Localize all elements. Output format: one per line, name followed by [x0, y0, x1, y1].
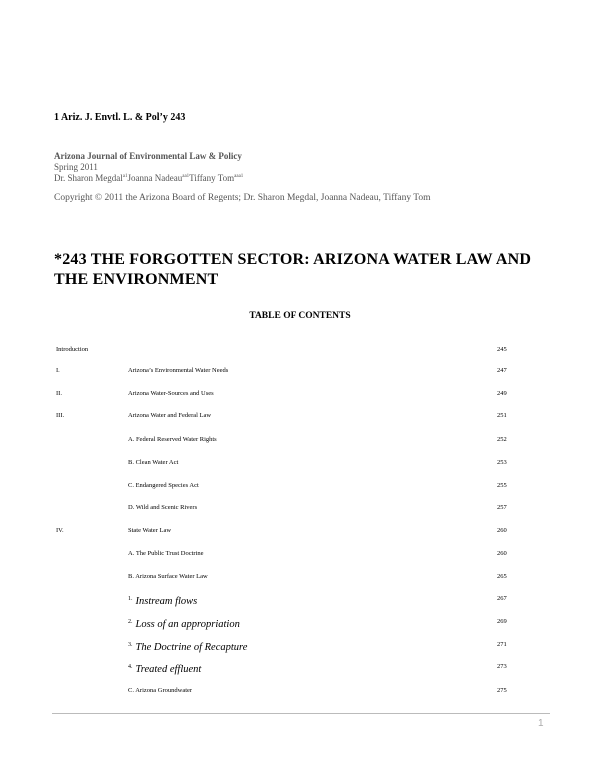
toc-subitem — [128, 639, 247, 654]
toc-row[interactable] — [0, 525, 600, 539]
author-line — [54, 172, 243, 184]
toc-number: 4. — [128, 664, 133, 670]
toc-label: Treated effluent — [135, 664, 202, 675]
author-footnote[interactable]: aaa1 — [234, 174, 244, 179]
toc-label: Loss of an appropriation — [135, 619, 240, 630]
toc-number: 1. — [128, 596, 133, 602]
author-footnote[interactable]: a1 — [122, 174, 128, 179]
toc-number: I. — [56, 367, 60, 374]
toc-page: 269 — [497, 618, 507, 625]
toc-label: State Water Law — [128, 527, 172, 534]
toc-page: 255 — [497, 482, 507, 489]
article-title: *243 THE FORGOTTEN SECTOR: ARIZONA WATER LAW AND THE ENVIRONMENT — [54, 251, 532, 288]
toc-page: 260 — [497, 550, 507, 557]
toc-page: 247 — [497, 367, 507, 374]
toc-page: 249 — [497, 390, 507, 397]
toc-row[interactable] — [0, 685, 600, 699]
footer-divider — [52, 713, 550, 714]
toc-subitem — [128, 661, 201, 676]
journal-term: Spring 2011 — [54, 161, 98, 172]
page-number: 1 — [538, 718, 544, 729]
toc-row[interactable] — [0, 388, 600, 402]
toc-label: Arizona’s Environmental Water Needs — [128, 367, 229, 374]
toc-page: 271 — [497, 641, 507, 648]
citation: 1 Ariz. J. Envtl. L. & Pol’y 243 — [54, 112, 186, 123]
toc-number: 2. — [128, 619, 133, 625]
toc-label: C. Arizona Groundwater — [128, 687, 193, 694]
toc-label: Arizona Water-Sources and Uses — [128, 390, 214, 397]
toc-page: 252 — [497, 436, 507, 443]
journal-info — [54, 151, 243, 184]
toc-page: 260 — [497, 527, 507, 534]
toc-row[interactable] — [0, 457, 600, 471]
copyright-notice: Copyright © 2011 the Arizona Board of Regents; Dr. Sharon Megdal, Joanna Nadeau, Tiffany Tom — [54, 193, 431, 203]
toc-label: A. Federal Reserved Water Rights — [128, 436, 217, 443]
toc-row[interactable] — [0, 480, 600, 494]
toc-label: Instream flows — [135, 596, 198, 607]
toc-heading: TABLE OF CONTENTS — [249, 311, 351, 321]
toc-row[interactable] — [0, 661, 600, 675]
author-name: Tiffany Tom — [189, 173, 235, 183]
toc-row[interactable] — [0, 365, 600, 379]
toc-page: 257 — [497, 504, 507, 511]
toc-row[interactable] — [0, 410, 600, 424]
toc-label: B. Arizona Surface Water Law — [128, 573, 208, 580]
toc-number: II. — [56, 390, 62, 397]
toc-row[interactable] — [0, 434, 600, 448]
toc-row[interactable] — [0, 502, 600, 516]
toc-label: B. Clean Water Act — [128, 459, 179, 466]
toc-label: The Doctrine of Recapture — [135, 642, 248, 653]
toc-subitem — [128, 593, 197, 608]
toc-page: 273 — [497, 663, 507, 670]
toc-subitem — [128, 616, 240, 631]
toc-page: 265 — [497, 573, 507, 580]
toc-number: 3. — [128, 642, 133, 648]
toc-row[interactable] — [0, 548, 600, 562]
toc-page: 267 — [497, 595, 507, 602]
toc-row[interactable] — [0, 593, 600, 607]
toc-label: Introduction — [56, 346, 89, 353]
author-name: Dr. Sharon Megdal — [54, 173, 123, 183]
toc-number: IV. — [56, 527, 64, 534]
toc-page: 251 — [497, 412, 507, 419]
journal-name: Arizona Journal of Environmental Law & Policy — [54, 151, 242, 161]
author-footnote[interactable]: aa1 — [182, 174, 190, 179]
toc-page: 253 — [497, 459, 507, 466]
toc-page: 275 — [497, 687, 507, 694]
toc-row[interactable] — [0, 639, 600, 653]
toc-row[interactable] — [0, 344, 600, 358]
toc-label: Arizona Water and Federal Law — [128, 412, 212, 419]
toc-label: C. Endangered Species Act — [128, 482, 199, 489]
toc-page: 245 — [497, 346, 507, 353]
toc-label: A. The Public Trust Doctrine — [128, 550, 204, 557]
toc-row[interactable] — [0, 616, 600, 630]
toc-number: III. — [56, 412, 65, 419]
author-name: Joanna Nadeau — [127, 173, 183, 183]
toc-row[interactable] — [0, 571, 600, 585]
toc-label: D. Wild and Scenic Rivers — [128, 504, 198, 511]
